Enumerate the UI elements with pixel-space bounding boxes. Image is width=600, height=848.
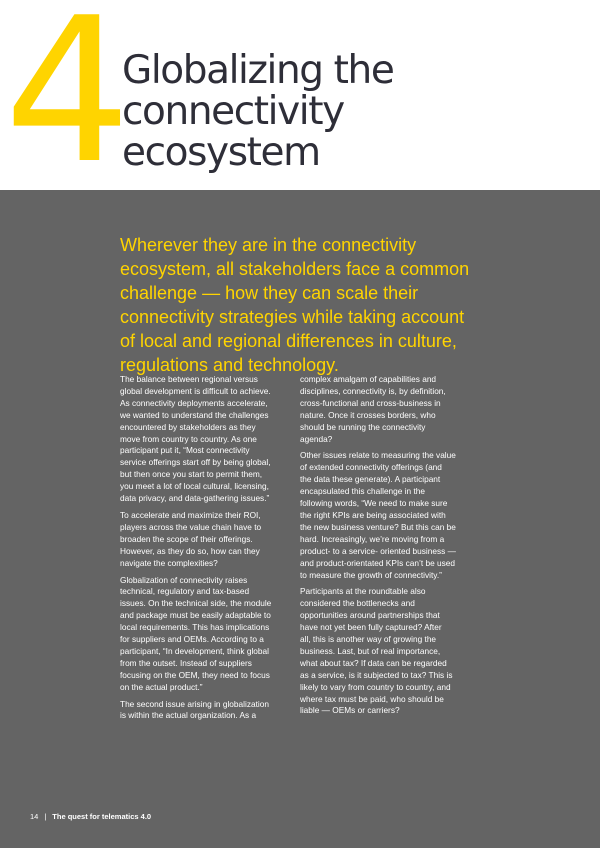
body-line: on the actual product.”: [120, 681, 203, 692]
body-paragraph: [300, 586, 482, 717]
body-line: all, this is another way of growing the: [300, 634, 437, 645]
body-line: the data these generate). A participant: [300, 474, 441, 485]
body-line: business. Last, but of real importance,: [300, 645, 441, 656]
body-line: what about tax? If data can be regarded: [300, 657, 447, 668]
body-line: to measure the growth of connectivity.”: [300, 569, 442, 580]
body-line: move from country to country. As one: [120, 433, 257, 444]
chapter-title-line: ecosystem: [122, 130, 320, 175]
body-line: participant put it, “Most connectivity: [120, 445, 250, 456]
body-line: should be running the connectivity: [300, 421, 426, 432]
body-paragraph: [300, 374, 482, 445]
body-line: Participants at the roundtable also: [300, 586, 426, 597]
body-line: The second issue arising in globalization: [120, 698, 269, 709]
body-line: the new business venture? But this can be: [300, 521, 456, 532]
body-line: hard. Increasingly, we’re moving from a: [300, 533, 445, 544]
body-line: and package must be easily adaptable to: [120, 610, 271, 621]
body-line: disciplines, connectivity is, by definition,: [300, 385, 446, 396]
lead-line: connectivity strategies while taking account: [120, 307, 465, 327]
chapter-title-line: Globalizing the: [122, 48, 394, 93]
body-line: Other issues relate to measuring the value: [300, 450, 456, 461]
lead-line: of local and regional differences in culture,: [120, 331, 457, 351]
body-line: where tax must be paid, who should be: [300, 693, 444, 704]
chapter-title: [122, 50, 452, 173]
body-column-left: [120, 374, 302, 727]
body-paragraph: [300, 450, 482, 581]
body-line: as a service, is it subjected to tax? This is: [300, 669, 453, 680]
lead-line: Wherever they are in the connectivity: [120, 235, 417, 255]
chapter-title-line: connectivity: [122, 89, 344, 134]
body-line: technical, regulatory and tax-based: [120, 586, 250, 597]
body-line: liable — OEMs or carriers?: [300, 705, 400, 716]
header-panel: [0, 0, 600, 208]
lead-line: ecosystem, all stakeholders face a common: [120, 259, 470, 279]
body-line: complex amalgam of capabilities and: [300, 374, 437, 384]
body-line: To accelerate and maximize their ROI,: [120, 509, 261, 520]
body-line: navigate the complexities?: [120, 557, 218, 568]
body-paragraph: [120, 374, 302, 505]
page-number: 14: [30, 812, 39, 821]
body-line: issues. On the technical side, the module: [120, 598, 272, 609]
page-footer: [30, 812, 151, 821]
body-line: cross-functional and cross-business in: [300, 397, 441, 408]
lead-paragraph: [120, 233, 470, 377]
body-line: broaden the scope of their offerings.: [120, 533, 253, 544]
body-line: agenda?: [300, 433, 333, 444]
body-paragraph: [120, 510, 302, 570]
body-line: and product-orientated KPIs can’t be used: [300, 557, 455, 568]
body-line: you meet a lot of local cultural, licensing,: [120, 481, 269, 492]
body-line: following words, “We need to make sure: [300, 498, 448, 509]
body-line: product- to a service- oriented business —: [300, 545, 456, 556]
body-line: likely to vary from country to country, and: [300, 681, 451, 692]
body-line: focusing on the OEM, they need to focus: [120, 669, 270, 680]
body-paragraph: [120, 699, 302, 723]
lead-line: challenge — how they can scale their: [120, 283, 419, 303]
body-line: the right KPIs are being associated with: [300, 509, 446, 520]
body-line: but then once you start to permit them,: [120, 469, 263, 480]
body-paragraph: [120, 575, 302, 694]
chapter-number: 4: [4, 0, 126, 208]
body-line: service offerings start off by being global,: [120, 457, 271, 468]
body-line: Globalization of connectivity raises: [120, 574, 248, 585]
body-line: considered the bottlenecks and: [300, 598, 415, 609]
body-line: As connectivity deployments accelerate,: [120, 397, 268, 408]
body-line: players across the value chain have to: [120, 521, 262, 532]
body-line: nature. Once it crosses borders, who: [300, 409, 436, 420]
body-line: local requirements. This has implications: [120, 622, 270, 633]
body-column-right: [300, 374, 482, 722]
body-line: The balance between regional versus: [120, 374, 258, 384]
body-line: encapsulated this challenge in the: [300, 486, 426, 497]
body-line: opportunities around partnerships that: [300, 610, 440, 621]
body-line: have not yet been fully captured? After: [300, 622, 442, 633]
body-line: participant, “In development, think global: [120, 645, 269, 656]
lead-line: regulations and technology.: [120, 355, 339, 375]
body-line: data privacy, and data-gathering issues.”: [120, 493, 270, 504]
body-line: encountered by stakeholders as they: [120, 421, 256, 432]
body-line: However, as they do so, how can they: [120, 545, 260, 556]
body-line: is within the actual organization. As a: [120, 710, 257, 721]
body-line: we wanted to understand the challenges: [120, 409, 269, 420]
body-line: from the outset. Instead of suppliers: [120, 657, 252, 668]
body-line: for suppliers and OEMs. According to a: [120, 634, 264, 645]
footer-separator: |: [44, 812, 47, 821]
body-line: global development is difficult to achieve.: [120, 385, 271, 396]
body-line: of extended connectivity offerings (and: [300, 462, 442, 473]
publication-title: The quest for telematics 4.0: [52, 812, 152, 821]
